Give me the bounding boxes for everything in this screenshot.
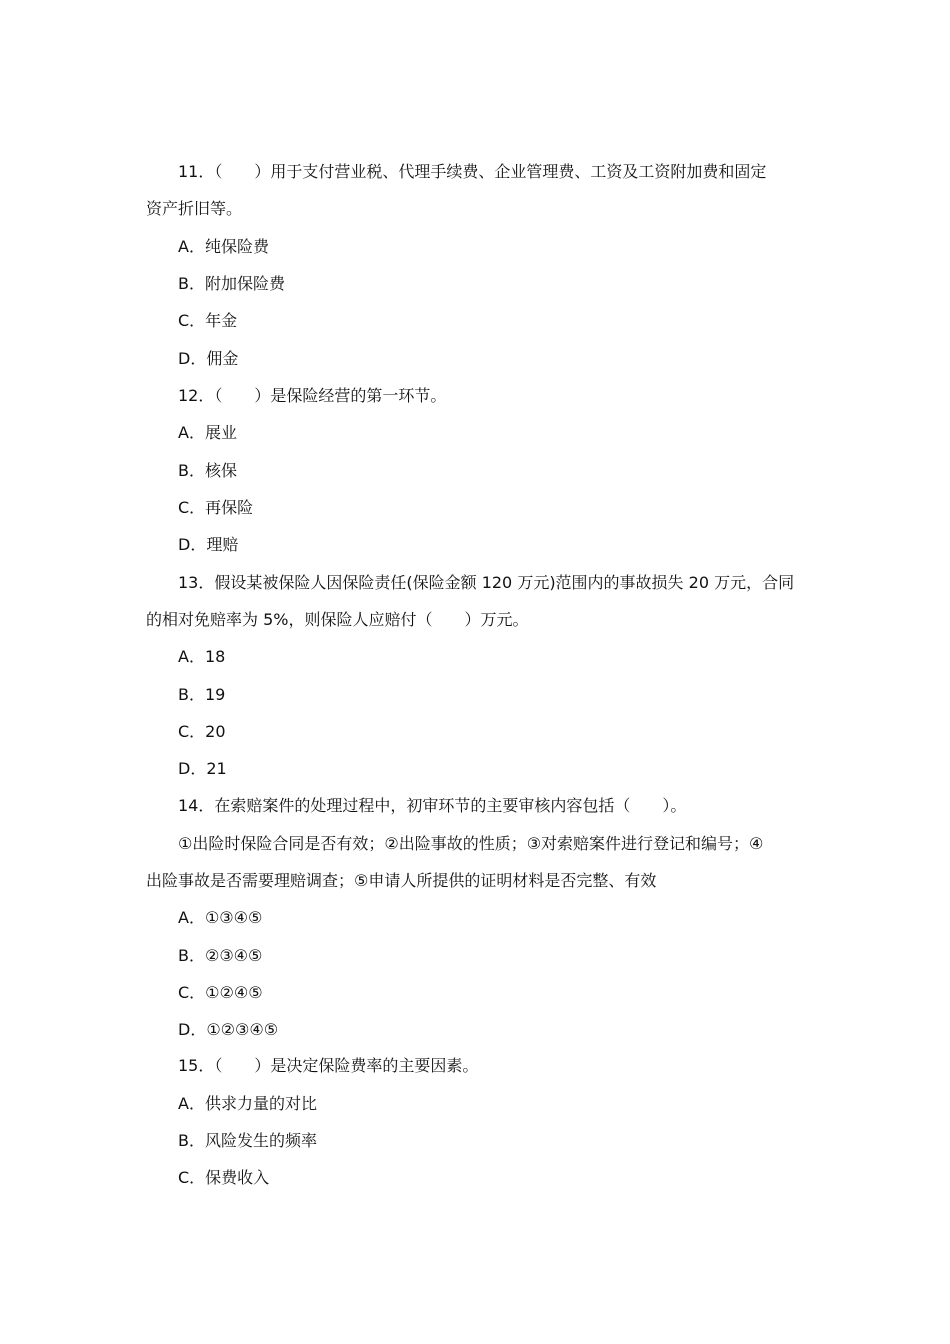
question-14-statements-cont: 出险事故是否需要理赔调查；⑤申请人所提供的证明材料是否完整、有效 <box>146 871 657 890</box>
question-11-option-b: B．附加保险费 <box>178 274 285 293</box>
question-14-option-c: C．①②④⑤ <box>178 983 263 1002</box>
question-11-text-cont: 资产折旧等。 <box>146 199 243 218</box>
question-12-option-c: C．再保险 <box>178 498 254 517</box>
question-11-text: 11．（ ）用于支付营业税、代理手续费、企业管理费、工资及工资附加费和固定 <box>178 162 767 181</box>
question-13-option-d: D．21 <box>178 759 227 778</box>
question-13-text-cont: 的相对免赔率为 5%，则保险人应赔付（ ）万元。 <box>146 610 529 629</box>
question-13-option-c: C．20 <box>178 722 226 741</box>
question-11-option-a: A．纯保险费 <box>178 237 269 256</box>
question-13-option-a: A．18 <box>178 647 226 666</box>
question-15-option-a: A．供求力量的对比 <box>178 1094 317 1113</box>
question-14-option-b: B．②③④⑤ <box>178 946 263 965</box>
question-14-option-d: D．①②③④⑤ <box>178 1020 279 1039</box>
question-12-option-a: A．展业 <box>178 423 237 442</box>
question-14-text: 14．在索赔案件的处理过程中，初审环节的主要审核内容包括（ ）。 <box>178 796 687 815</box>
question-14-option-a: A．①③④⑤ <box>178 908 263 927</box>
question-13-option-b: B．19 <box>178 685 226 704</box>
question-11-option-c: C．年金 <box>178 311 238 330</box>
question-15-text: 15．（ ）是决定保险费率的主要因素。 <box>178 1056 479 1075</box>
question-12-option-d: D．理赔 <box>178 535 239 554</box>
question-12-text: 12．（ ）是保险经营的第一环节。 <box>178 386 447 405</box>
question-13-text: 13．假设某被保险人因保险责任(保险金额 120 万元)范围内的事故损失 20 万元，合同 <box>178 573 795 592</box>
question-11-option-d: D．佣金 <box>178 349 239 368</box>
question-14-statements: ①出险时保险合同是否有效；②出险事故的性质；③对索赔案件进行登记和编号；④ <box>178 834 764 853</box>
question-15-option-c: C．保费收入 <box>178 1168 270 1187</box>
question-12-option-b: B．核保 <box>178 461 237 480</box>
question-15-option-b: B．风险发生的频率 <box>178 1131 317 1150</box>
